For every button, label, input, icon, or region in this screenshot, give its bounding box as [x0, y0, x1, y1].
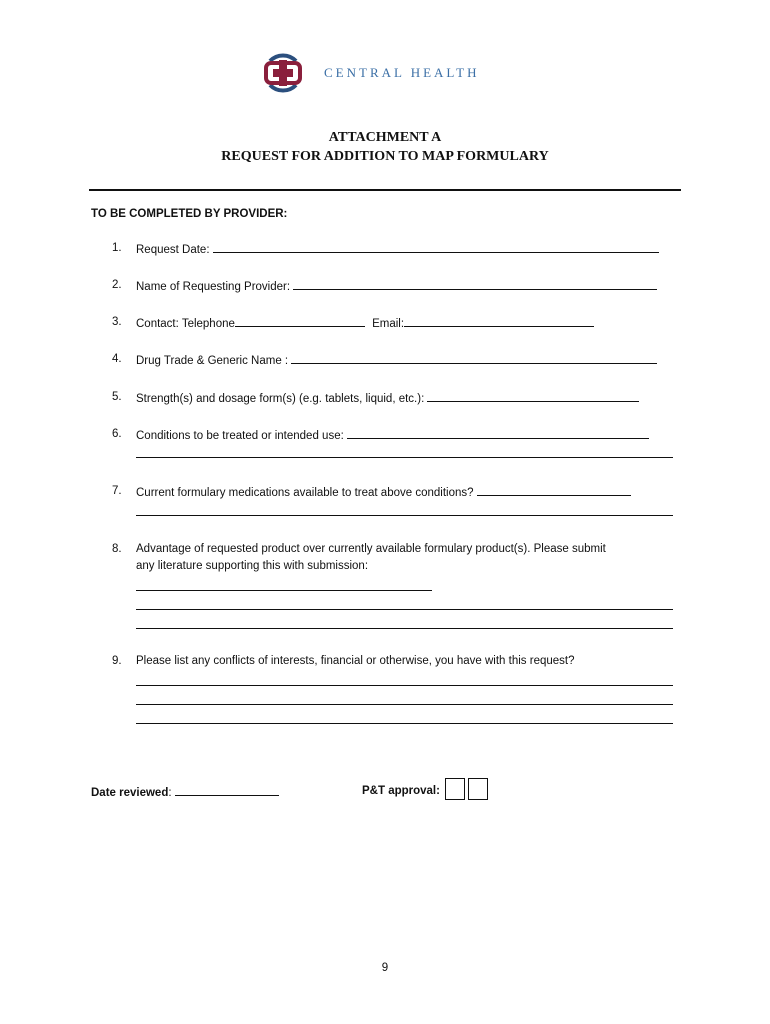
pt-approval-checkbox-1[interactable] [445, 778, 465, 800]
pt-approval-checkbox-2[interactable] [468, 778, 488, 800]
item-3-email-label: Email: [372, 318, 405, 330]
conflicts-field-line-1[interactable] [136, 685, 673, 686]
advantage-field-line-1[interactable] [136, 590, 432, 591]
item-8-label-line-2: any literature supporting this with submission: [136, 560, 369, 572]
item-7-label: Current formulary medications available to treat above conditions? [136, 487, 474, 499]
item-6-number: 6. [112, 428, 122, 440]
item-5-number: 5. [112, 391, 122, 403]
item-9-number: 9. [112, 655, 122, 667]
item-3 [136, 316, 594, 330]
item-3-number: 3. [112, 316, 122, 328]
item-2 [136, 279, 657, 293]
telephone-field[interactable] [235, 316, 365, 327]
item-2-label: Name of Requesting Provider: [136, 281, 291, 293]
page-number: 9 [381, 962, 389, 974]
item-6 [136, 428, 649, 442]
pt-approval-label: P&T approval: [362, 785, 440, 797]
advantage-field-line-3[interactable] [136, 628, 673, 629]
item-4 [136, 353, 657, 367]
date-reviewed [91, 785, 279, 799]
item-1 [136, 242, 659, 256]
item-3-telephone-label: Contact: Telephone [136, 318, 235, 330]
conflicts-field-line-2[interactable] [136, 704, 673, 705]
central-health-logo [262, 51, 480, 95]
email-field[interactable] [404, 316, 594, 327]
section-heading: TO BE COMPLETED BY PROVIDER: [91, 208, 288, 220]
advantage-field-line-2[interactable] [136, 609, 673, 610]
requesting-provider-field[interactable] [293, 279, 657, 290]
item-9-label: Please list any conflicts of interests, financial or otherwise, you have with this request? [136, 655, 575, 667]
org-name: CENTRAL HEALTH [324, 65, 480, 80]
item-7 [136, 485, 631, 499]
item-4-label: Drug Trade & Generic Name : [136, 355, 289, 367]
date-reviewed-field[interactable] [175, 785, 279, 796]
item-2-number: 2. [112, 279, 122, 291]
item-8-number: 8. [112, 543, 122, 555]
attachment-title: ATTACHMENT A [328, 130, 442, 145]
item-4-number: 4. [112, 353, 122, 365]
current-medications-field[interactable] [477, 485, 631, 496]
conditions-field[interactable] [347, 428, 649, 439]
item-8-label: Advantage of requested product over currently available formulary product(s). Please submit [136, 543, 606, 555]
strength-dosage-field[interactable] [427, 391, 639, 402]
conditions-field-line-2[interactable] [136, 457, 673, 458]
header-divider [89, 189, 681, 191]
item-6-label: Conditions to be treated or intended use: [136, 430, 344, 442]
item-1-number: 1. [112, 242, 122, 254]
central-health-cross-icon [262, 51, 304, 95]
item-5 [136, 391, 639, 405]
item-7-number: 7. [112, 485, 122, 497]
date-reviewed-label: Date reviewed [91, 787, 169, 799]
item-5-label: Strength(s) and dosage form(s) (e.g. tablets, liquid, etc.): [136, 393, 425, 405]
drug-name-field[interactable] [291, 353, 657, 364]
form-title: REQUEST FOR ADDITION TO MAP FORMULARY [221, 149, 549, 164]
current-medications-field-line-2[interactable] [136, 515, 673, 516]
date-reviewed-colon: : [168, 787, 172, 799]
conflicts-field-line-3[interactable] [136, 723, 673, 724]
request-date-field[interactable] [213, 242, 659, 253]
item-1-label: Request Date: [136, 244, 210, 256]
